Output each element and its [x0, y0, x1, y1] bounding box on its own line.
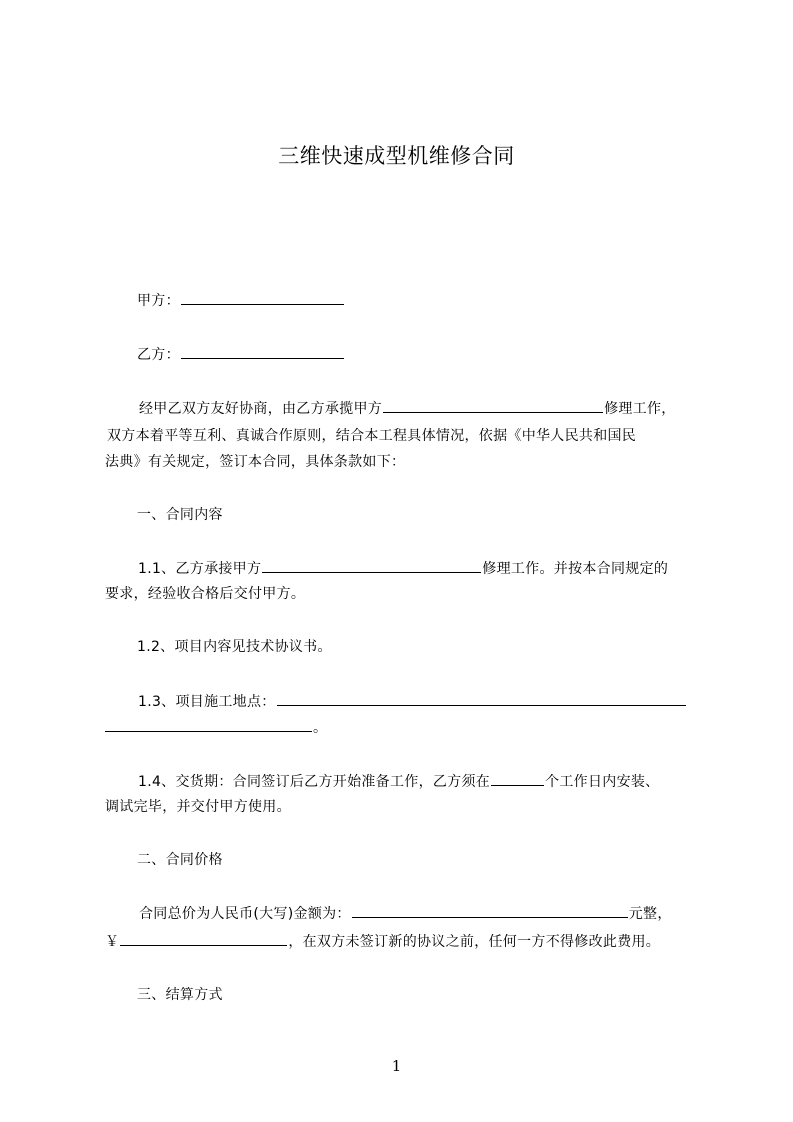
party-a-label: 甲方： [137, 293, 180, 309]
item-1-1-line-2: 要求，经验收合格后交付甲方。 [105, 586, 306, 602]
page-number: 1 [391, 1057, 402, 1075]
item-1-1-text-2: 修理工作。并按本合同规定的 [482, 561, 669, 577]
intro-work-blank[interactable] [383, 398, 603, 413]
item-1-1-text-1: 1.1、乙方承接甲方 [138, 561, 262, 577]
section-1-heading: 一、合同内容 [137, 507, 223, 523]
item-1-1-blank[interactable] [262, 558, 481, 573]
item-1-2: 1.2、项目内容见技术协议书。 [137, 639, 332, 655]
item-1-4-days-blank[interactable] [491, 771, 544, 786]
party-b-label: 乙方： [137, 347, 180, 363]
intro-text-1: 经甲乙双方友好协商，由乙方承揽甲方 [139, 401, 383, 417]
party-a-line [137, 290, 345, 311]
section-2-heading: 二、合同价格 [137, 852, 223, 868]
item-1-3-line-1 [138, 691, 687, 712]
item-1-3-label: 1.3、项目施工地点： [138, 694, 276, 710]
intro-text-2: 修理工作， [604, 401, 676, 417]
price-amount-blank[interactable] [352, 903, 628, 918]
item-1-4-text-1: 1.4、交货期：合同签订后乙方开始准备工作，乙方须在 [138, 774, 491, 790]
party-b-blank[interactable] [181, 344, 344, 359]
intro-line-3: 法典》有关规定，签订本合同，具体条款如下： [105, 454, 406, 470]
yen-symbol: ￥ [105, 934, 120, 950]
item-1-3-line-2 [105, 717, 327, 738]
item-1-3-end: 。 [313, 720, 328, 736]
intro-line-1 [139, 398, 676, 419]
item-1-3-blank-2[interactable] [105, 717, 312, 732]
price-numeric-blank[interactable] [120, 931, 287, 946]
price-text-1: 合同总价为人民币(大写)金额为： [139, 906, 351, 922]
party-a-blank[interactable] [181, 290, 344, 305]
price-text-2: 元整， [628, 906, 672, 922]
item-1-1-line-1 [138, 558, 668, 579]
section-3-heading: 三、结算方式 [137, 987, 223, 1003]
item-1-4-text-2: 个工作日内安装、 [545, 774, 660, 790]
document-title: 三维快速成型机维修合同 [278, 144, 515, 168]
item-1-4-line-1 [138, 771, 659, 792]
item-1-4-line-2: 调试完毕，并交付甲方使用。 [105, 799, 291, 815]
intro-line-2: 双方本着平等互利、真诚合作原则，结合本工程具体情况，依据《中华人民共和国民 [107, 428, 637, 444]
price-line-2 [105, 931, 660, 952]
price-text-3: ，在双方未签订新的协议之前，任何一方不得修改此费用。 [288, 934, 661, 950]
price-line-1 [139, 903, 672, 924]
item-1-3-blank-1[interactable] [277, 691, 686, 706]
party-b-line [137, 344, 345, 365]
